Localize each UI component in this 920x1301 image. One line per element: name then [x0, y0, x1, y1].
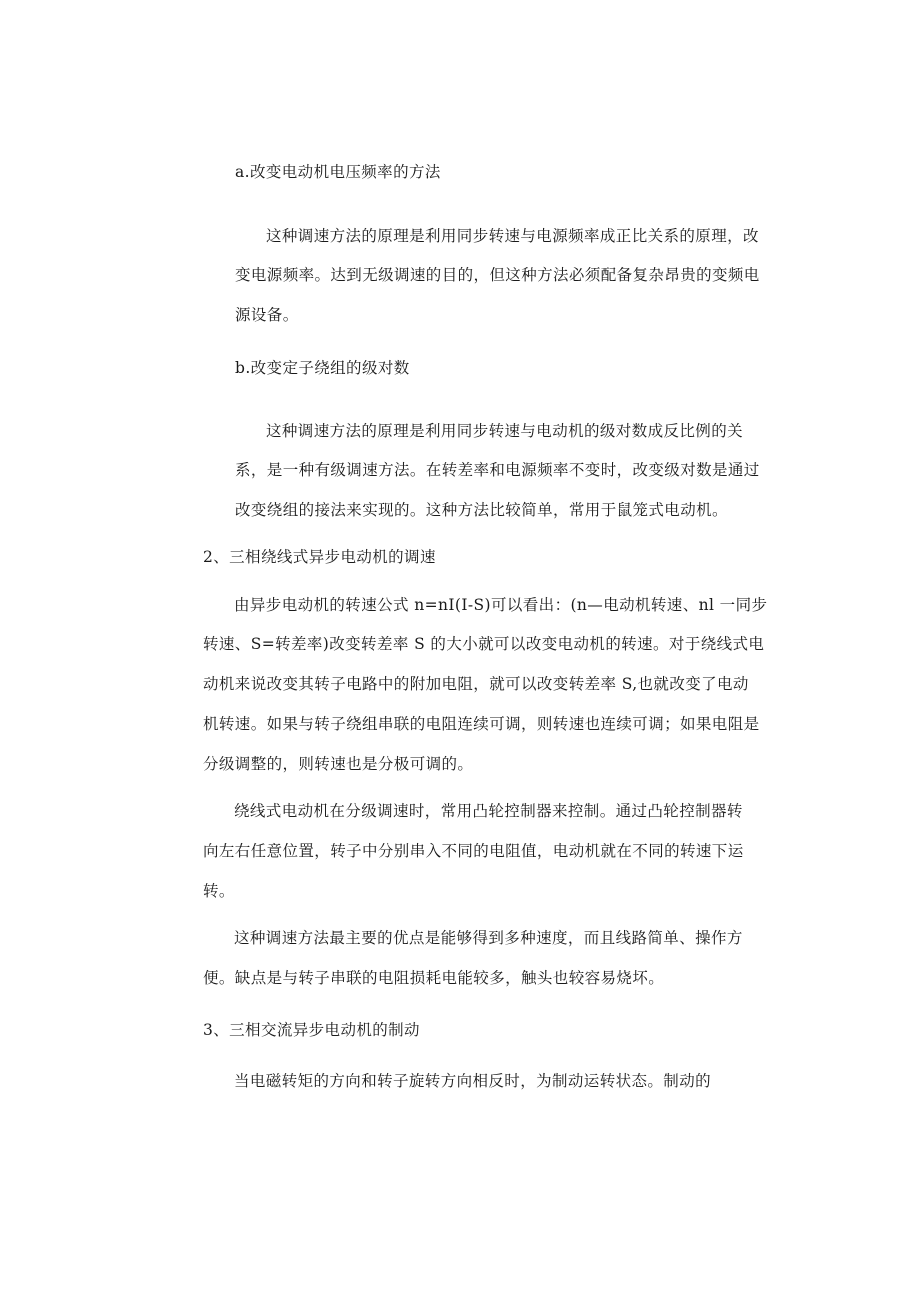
section-2-heading: 2、三相绕线式异步电动机的调速	[203, 548, 436, 566]
section-2-para1-line-2: 转速、S=转差率)改变转差率 S 的大小就可以改变电动机的转速。对于绕线式电	[203, 635, 765, 653]
section-2-para2-line-1: 绕线式电动机在分级调速时，常用凸轮控制器来控制。通过凸轮控制器转	[234, 802, 743, 820]
section-2-para2-line-2: 向左右任意位置，转子中分别串入不同的电阻值，电动机就在不同的转速下运	[203, 842, 744, 860]
section-2-para2-line-3: 转。	[203, 882, 235, 900]
section-a-line-1: 这种调速方法的原理是利用同步转速与电源频率成正比关系的原理，改	[266, 227, 759, 245]
section-a-line-2: 变电源频率。达到无级调速的目的，但这种方法必须配备复杂昂贵的变频电	[235, 266, 760, 284]
section-2-para3-line-2: 便。缺点是与转子串联的电阻损耗电能较多，触头也较容易烧坏。	[203, 969, 665, 987]
section-b-line-3: 改变绕组的接法来实现的。这种方法比较简单，常用于鼠笼式电动机。	[235, 501, 728, 519]
section-3-line-1: 当电磁转矩的方向和转子旋转方向相反时，为制动运转状态。制动的	[234, 1072, 712, 1090]
section-a-heading: a.改变电动机电压频率的方法	[235, 163, 441, 181]
section-a-line-3: 源设备。	[235, 306, 299, 324]
section-2-para1-line-1: 由异步电动机的转速公式 n=nI(I-S)可以看出：(n—电动机转速、nl 一同步	[234, 596, 768, 614]
section-b-line-1: 这种调速方法的原理是利用同步转速与电动机的级对数成反比例的关	[266, 422, 744, 440]
section-2-para1-line-5: 分级调整的，则转速也是分极可调的。	[203, 755, 474, 773]
section-2-para1-line-4: 机转速。如果与转子绕组串联的电阻连续可调，则转速也连续可调；如果电阻是	[203, 715, 760, 733]
section-3-heading: 3、三相交流异步电动机的制动	[203, 1021, 420, 1039]
section-2-para1-line-3: 动机来说改变其转子电路中的附加电阻，就可以改变转差率 S,也就改变了电动	[203, 675, 749, 693]
section-b-heading: b.改变定子绕组的级对数	[235, 359, 410, 377]
section-b-line-2: 系，是一种有级调速方法。在转差率和电源频率不变时，改变级对数是通过	[235, 461, 760, 479]
section-2-para3-line-1: 这种调速方法最主要的优点是能够得到多种速度，而且线路简单、操作方	[234, 929, 743, 947]
